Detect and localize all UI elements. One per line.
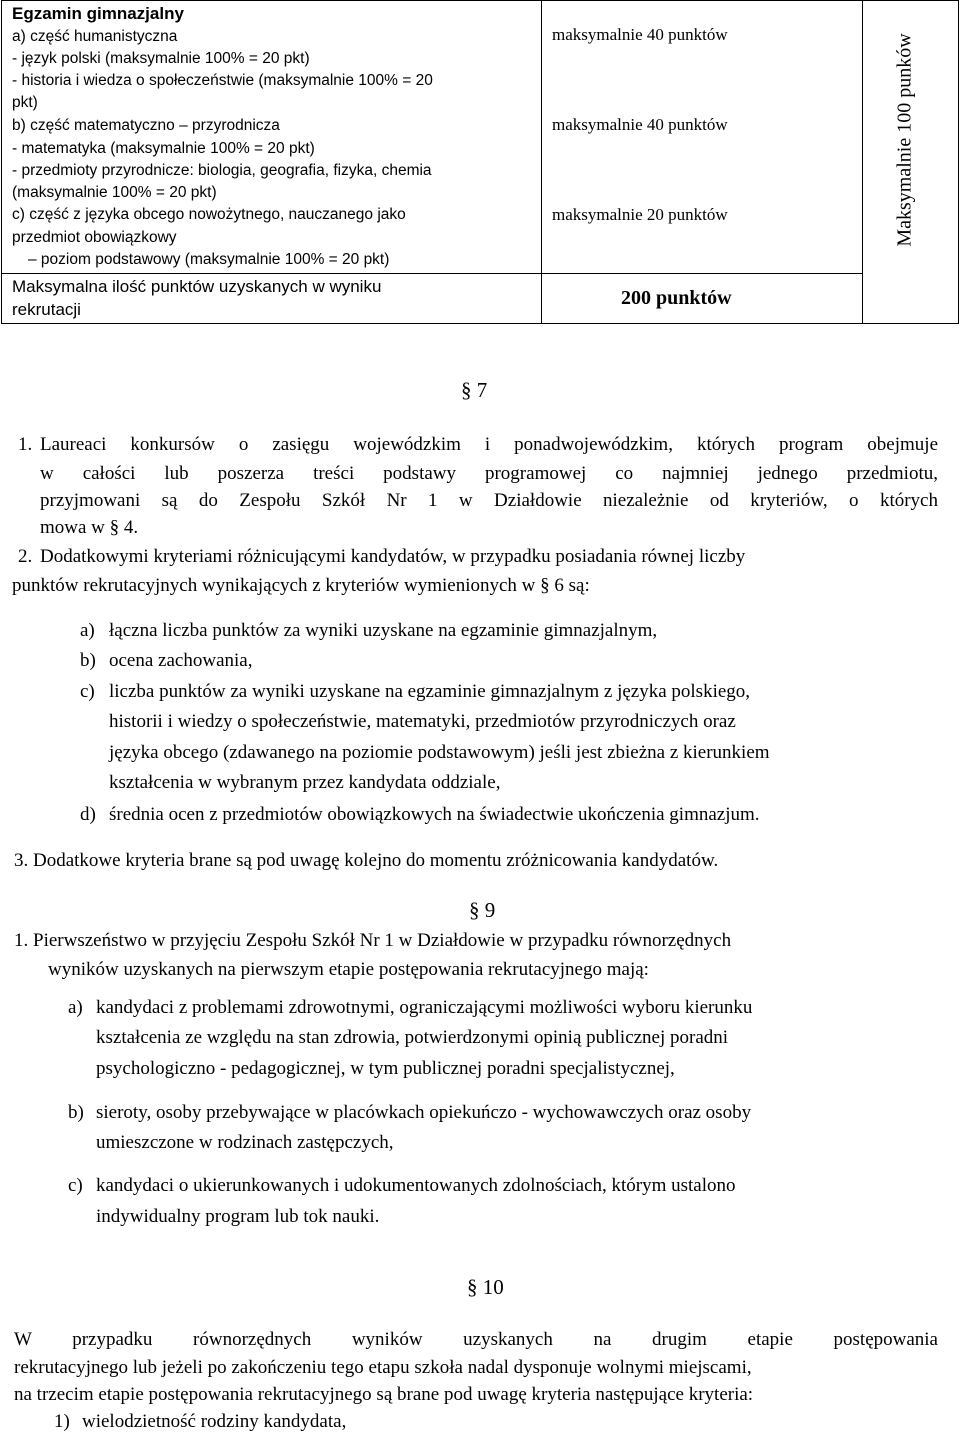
- list-item: średnia ocen z przedmiotów obowiązkowych na świadectwie ukończenia gimnazjum.: [109, 804, 760, 825]
- list-marker: d): [80, 804, 96, 825]
- list-item: ocena zachowania,: [109, 650, 253, 671]
- paragraph-line: Dodatkowymi kryteriami różnicującymi kandydatów, w przypadku posiadania równej liczby: [40, 546, 746, 567]
- table-line: b) część matematyczno – przyrodnicza: [12, 117, 280, 134]
- paragraph-line: rekrutacyjnego lub jeżeli po zakończeniu tego etapu szkoła nadal dysponuje wolnymi miejscami,: [14, 1357, 752, 1378]
- table-line: - matematyka (maksymalnie 100% = 20 pkt): [12, 140, 315, 157]
- table-line: - przedmioty przyrodnicze: biologia, geografia, fizyka, chemia: [12, 162, 432, 179]
- list-marker: c): [68, 1175, 83, 1196]
- list-item: kandydaci o ukierunkowanych i udokumentowanych zdolnościach, którym ustalono: [96, 1175, 736, 1196]
- list-marker: b): [80, 650, 96, 671]
- table-line: c) część z języka obcego nowożytnego, nauczanego jako: [12, 206, 406, 223]
- paragraph-line: punktów rekrutacyjnych wynikających z kryteriów wymienionych w § 6 są:: [12, 575, 590, 596]
- points-table: [0, 0, 960, 324]
- points-total: 200 punktów: [621, 287, 732, 309]
- points-language: maksymalnie 20 punktów: [552, 205, 728, 224]
- list-item: indywidualny program lub tok nauki.: [96, 1206, 380, 1227]
- table-line: pkt): [12, 94, 38, 111]
- table-line: przedmiot obowiązkowy: [12, 229, 177, 246]
- list-marker: 1): [54, 1411, 70, 1432]
- list-marker: b): [68, 1102, 84, 1123]
- list-marker: c): [80, 681, 95, 702]
- table-line: - historia i wiedza o społeczeństwie (maksymalnie 100% = 20: [12, 72, 433, 89]
- paragraph-number: 1.: [18, 434, 33, 455]
- table-total-label: rekrutacji: [12, 300, 81, 319]
- paragraph-line: Laureaci konkursów o zasięgu wojewódzkim i ponadwojewódzkim, których program obejmuje: [40, 434, 938, 455]
- points-math-science: maksymalnie 40 punktów: [552, 115, 728, 134]
- paragraph-line: 1. Pierwszeństwo w przyjęciu Zespołu Szkół Nr 1 w Działdowie w przypadku równorzędnych: [14, 930, 732, 951]
- section-heading-10: § 10: [467, 1275, 504, 1299]
- list-marker: a): [80, 620, 95, 641]
- paragraph-line: na trzecim etapie postępowania rekrutacyjnego są brane pod uwagę kryteria następujące kryteria:: [14, 1384, 754, 1405]
- table-line: – poziom podstawowy (maksymalnie 100% = 20 pkt): [28, 251, 390, 268]
- table-line: a) część humanistyczna: [12, 28, 178, 45]
- paragraph-line: mowa w § 4.: [40, 517, 139, 538]
- table-title: Egzamin gimnazjalny: [12, 4, 184, 23]
- points-max-vertical: Maksymalnie 100 punków: [893, 33, 916, 247]
- table-total-label: Maksymalna ilość punktów uzyskanych w wyniku: [12, 277, 382, 296]
- list-item: umieszczone w rodzinach zastępczych,: [96, 1132, 394, 1153]
- list-item: psychologiczno - pedagogicznej, w tym publicznej poradni specjalistycznej,: [96, 1058, 675, 1079]
- list-item: sieroty, osoby przebywające w placówkach opiekuńczo - wychowawczych oraz osoby: [96, 1102, 752, 1123]
- list-item: liczba punktów za wyniki uzyskane na egzaminie gimnazjalnym z języka polskiego,: [109, 681, 751, 702]
- paragraph-line: przyjmowani są do Zespołu Szkół Nr 1 w Działdowie niezależnie od kryteriów, o których: [40, 490, 938, 511]
- paragraph-line: W przypadku równorzędnych wyników uzyskanych na drugim etapie postępowania: [14, 1329, 938, 1350]
- list-item: kształcenia ze względu na stan zdrowia, potwierdzonymi opinią publicznej poradni: [96, 1027, 729, 1048]
- paragraph-line: 3. Dodatkowe kryteria brane są pod uwagę kolejno do momentu zróżnicowania kandydatów.: [14, 850, 719, 871]
- table-line: - język polski (maksymalnie 100% = 20 pkt): [12, 50, 310, 67]
- paragraph-number: 2.: [18, 546, 33, 567]
- paragraph-line: wyników uzyskanych na pierwszym etapie postępowania rekrutacyjnego mają:: [48, 959, 649, 980]
- list-item: języka obcego (zdawanego na poziomie podstawowym) jeśli jest zbieżna z kierunkiem: [109, 742, 770, 763]
- list-item: wielodzietność rodziny kandydata,: [82, 1411, 347, 1432]
- list-item: łączna liczba punktów za wyniki uzyskane na egzaminie gimnazjalnym,: [109, 620, 658, 641]
- list-item: kandydaci z problemami zdrowotnymi, ograniczającymi możliwości wyboru kierunku: [96, 997, 753, 1018]
- list-item: historii i wiedzy o społeczeństwie, matematyki, przedmiotów przyrodniczych oraz: [109, 711, 736, 732]
- paragraph-line: w całości lub poszerza treści podstawy programowej co najmniej jednego przedmiotu,: [40, 463, 938, 484]
- points-humanities: maksymalnie 40 punktów: [552, 25, 728, 44]
- table-line: (maksymalnie 100% = 20 pkt): [12, 184, 217, 201]
- section-heading-9: § 9: [469, 898, 496, 922]
- list-item: kształcenia w wybranym przez kandydata oddziale,: [109, 772, 501, 793]
- section-heading-7: § 7: [461, 378, 488, 402]
- list-marker: a): [68, 997, 83, 1018]
